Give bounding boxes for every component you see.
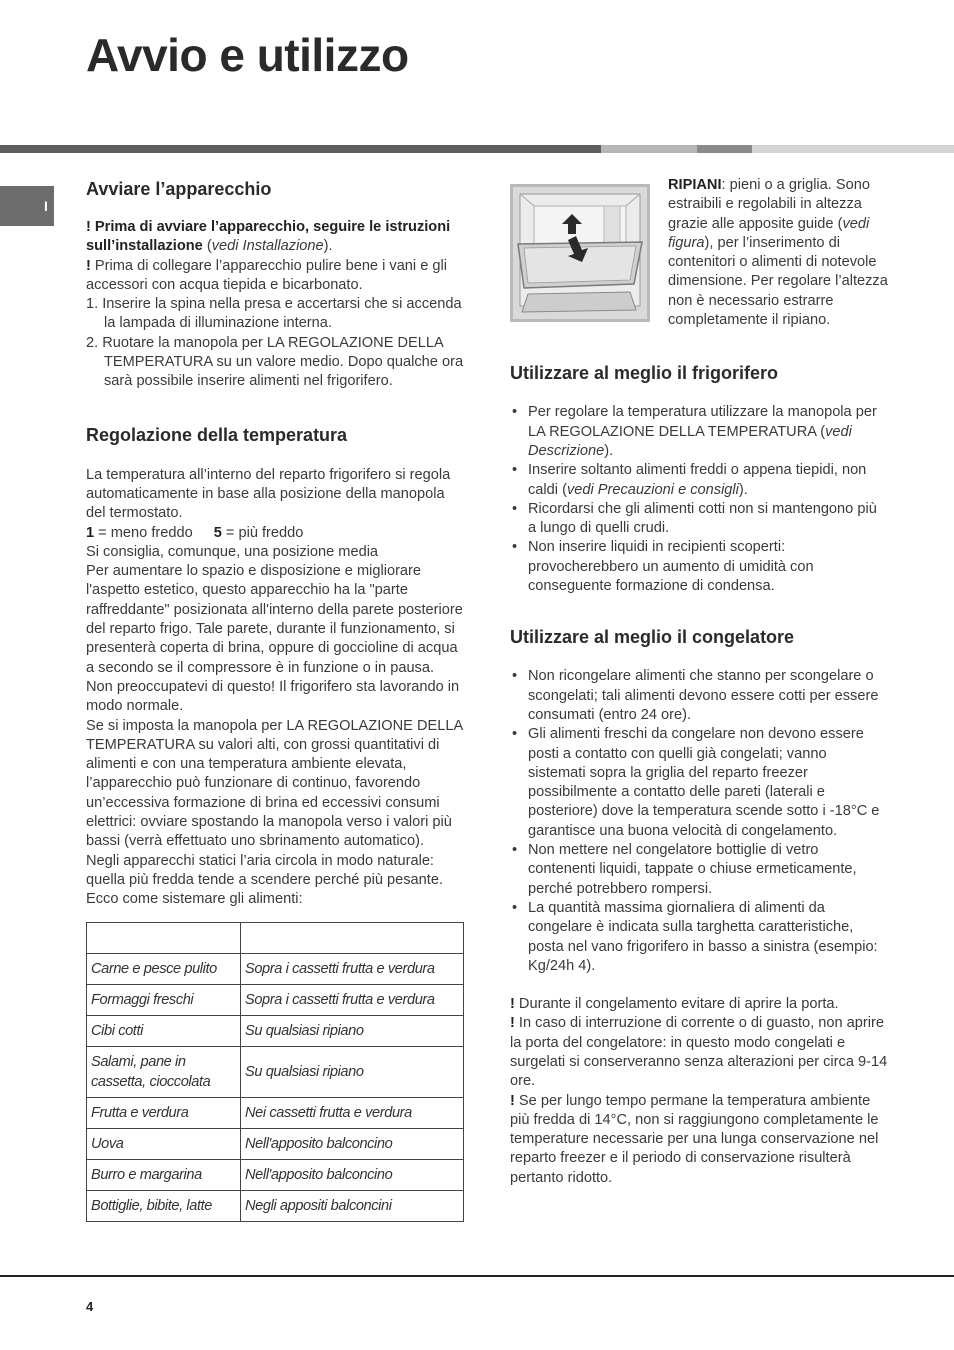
table-row bbox=[87, 1015, 464, 1046]
header-bar-pale bbox=[752, 145, 954, 153]
list-item: • Inserire soltanto alimenti freddi o appena tiepidi, non caldi (vedi Precauzioni e consigli). bbox=[510, 461, 888, 500]
location-cell: Sopra i cassetti frutta e verdura bbox=[241, 984, 464, 1015]
table-row bbox=[87, 1190, 464, 1221]
air-circulation-text: Negli apparecchi statici l’aria circola in modo naturale: quella più fredda tende a scendere perché più pesante. Ecco come sistemare gli alimenti: bbox=[86, 852, 443, 908]
page-title: Avvio e utilizzo bbox=[86, 29, 409, 81]
cooling-wall-text: Per aumentare lo spazio e disposizione e migliorare l'aspetto estetico, questo apparecchio ha la "parte raffreddante" posizionata all'interno della parete posteriore del reparto frigo. Tale parete, durante il funzionamento, si presenterà coperta di brina, oppure di goccioline di acqua a secondo se il compressore è in funzione o in pausa. Non preoccupatevi di questo! Il frigorifero sta lavorando in modo normale. bbox=[86, 563, 463, 715]
list-item: • Ricordarsi che gli alimenti cotti non si mantengono più a lungo di quelli crudi. bbox=[510, 500, 888, 539]
shelves-text: RIPIANI: pieni o a griglia. Sono estraibili e regolabili in altezza grazie alle apposite guide (vedi figura), per l’inserimento di contenitori o alimenti di notevole dimensione. Per regolare l’altezza non è necessario estrarre completamente il ripiano. bbox=[668, 177, 888, 329]
footer-rule bbox=[0, 1275, 954, 1277]
language-tab: I bbox=[0, 186, 54, 226]
right-column bbox=[510, 176, 888, 1188]
food-cell: Formaggi freschi bbox=[87, 984, 241, 1015]
start-steps bbox=[86, 295, 464, 391]
section-heading-freezer: Utilizzare al meglio il congelatore bbox=[510, 627, 795, 648]
freezer-note-door: ! Durante il congelamento evitare di aprire la porta. bbox=[510, 996, 839, 1013]
freezer-tips bbox=[510, 667, 888, 976]
location-cell: Su qualsiasi ripiano bbox=[241, 1046, 464, 1097]
list-item: • Non mettere nel congelatore bottiglie di vetro contenenti liquidi, tappate o chiuse ermeticamente, perché potrebbero rompersi. bbox=[510, 841, 888, 899]
table-header-cell bbox=[241, 922, 464, 953]
table-row bbox=[87, 984, 464, 1015]
high-setting-text: Se si imposta la manopola per LA REGOLAZIONE DELLA TEMPERATURA su valori alti, con grossi quantitativi di alimenti e con una temperatura ambiente elevata, l’apparecchio può funzionare di continuo, favorendo un’eccessiva formazione di brina ed eccessivi consumi elettrici: ovviare spostando la manopola verso i valori più bassi (verrà effettuato uno sbrinamento automatico). bbox=[86, 717, 463, 850]
list-item: • Gli alimenti freschi da congelare non devono essere posti a contatto con quelli già congelati; vanno sistemati sopra la griglia del reparto freezer possibilmente a contatto delle pareti (laterali e posteriore) dove la temperatura scende sotto i -18°C e garantisce una buona velocità di congelamento. bbox=[510, 725, 888, 841]
location-cell: Nei cassetti frutta e verdura bbox=[241, 1097, 464, 1128]
list-item: 2. Ruotare la manopola per LA REGOLAZIONE DELLA TEMPERATURA su un valore medio. Dopo qualche ora sarà possibile inserire alimenti nel frigorifero. bbox=[86, 334, 464, 390]
list-item: • Non ricongelare alimenti che stanno per scongelare o scongelati; tali alimenti devono essere cotti per essere consumati (entro 24 ore). bbox=[510, 667, 888, 725]
header-bar-light bbox=[601, 145, 697, 153]
table-header-cell bbox=[87, 922, 241, 953]
table-row bbox=[87, 1128, 464, 1159]
section-heading-fridge: Utilizzare al meglio il frigorifero bbox=[510, 363, 779, 384]
location-cell: Nell'apposito balconcino bbox=[241, 1128, 464, 1159]
freezer-note-power: ! In caso di interruzione di corrente o di guasto, non aprire la porta del congelatore: in questo modo congelati e surgelati si conserveranno senza alterazioni per circa 9-14 ore. bbox=[510, 1015, 888, 1090]
temperature-intro: La temperatura all’interno del reparto frigorifero si regola automaticamente in base alla posizione della manopola del termostato. bbox=[86, 466, 451, 522]
table-header-row bbox=[87, 922, 464, 953]
list-item: • La quantità massima giornaliera di alimenti da congelare è indicata sulla targhetta caratteristiche, posta nel vano frigorifero in basso a sinistra (esempio: Kg/24h 4). bbox=[510, 899, 888, 976]
list-item: • Non inserire liquidi in recipienti scoperti: provocherebbero un aumento di umidità con conseguente formazione di condensa. bbox=[510, 538, 888, 596]
header-bar-mid bbox=[697, 145, 752, 153]
food-placement-table bbox=[86, 922, 464, 1222]
food-cell: Cibi cotti bbox=[87, 1015, 241, 1046]
list-item: • Per regolare la temperatura utilizzare la manopola per LA REGOLAZIONE DELLA TEMPERATURA (vedi Descrizione). bbox=[510, 403, 888, 461]
location-cell: Su qualsiasi ripiano bbox=[241, 1015, 464, 1046]
section-heading-temperature: Regolazione della temperatura bbox=[86, 424, 348, 445]
header-bar-dark bbox=[0, 145, 601, 153]
thermostat-scale: 1 = meno freddo 5 = più freddo bbox=[86, 524, 304, 541]
food-cell: Frutta e verdura bbox=[87, 1097, 241, 1128]
warning-clean: ! Prima di collegare l’apparecchio pulire bene i vani e gli accessori con acqua tiepida e bicarbonato. bbox=[86, 257, 447, 293]
section-heading-start: Avviare l’apparecchio bbox=[86, 179, 272, 199]
left-column bbox=[86, 176, 464, 1222]
food-cell: Carne e pesce pulito bbox=[87, 953, 241, 984]
list-item: 1. Inserire la spina nella presa e accertarsi che si accenda la lampada di illuminazione interna. bbox=[86, 296, 462, 332]
table-row bbox=[87, 1159, 464, 1190]
food-cell: Burro e margarina bbox=[87, 1159, 241, 1190]
shelves-block bbox=[510, 176, 888, 330]
fridge-tips bbox=[510, 403, 888, 596]
food-cell: Uova bbox=[87, 1128, 241, 1159]
location-cell: Sopra i cassetti frutta e verdura bbox=[241, 953, 464, 984]
temperature-advice: Si consiglia, comunque, una posizione media bbox=[86, 543, 379, 560]
freezer-note-ambient: ! Se per lungo tempo permane la temperatura ambiente più fredda di 14°C, non si raggiungono completamente le temperature necessarie per una lunga conservazione nel reparto freezer e il periodo di conservazione risulterà pertanto ridotto. bbox=[510, 1092, 879, 1186]
table-row bbox=[87, 1046, 464, 1097]
page-number: 4 bbox=[86, 1299, 94, 1314]
table-row bbox=[87, 953, 464, 984]
location-cell: Nell'apposito balconcino bbox=[241, 1159, 464, 1190]
location-cell: Negli appositi balconcini bbox=[241, 1190, 464, 1221]
food-cell: Bottiglie, bibite, latte bbox=[87, 1190, 241, 1221]
food-cell: Salami, pane in cassetta, cioccolata bbox=[87, 1046, 241, 1097]
shelf-illustration bbox=[510, 184, 650, 322]
table-row bbox=[87, 1097, 464, 1128]
warning-install: ! Prima di avviare l’apparecchio, seguire le istruzioni sull’installazione (vedi Installazione). bbox=[86, 219, 451, 255]
